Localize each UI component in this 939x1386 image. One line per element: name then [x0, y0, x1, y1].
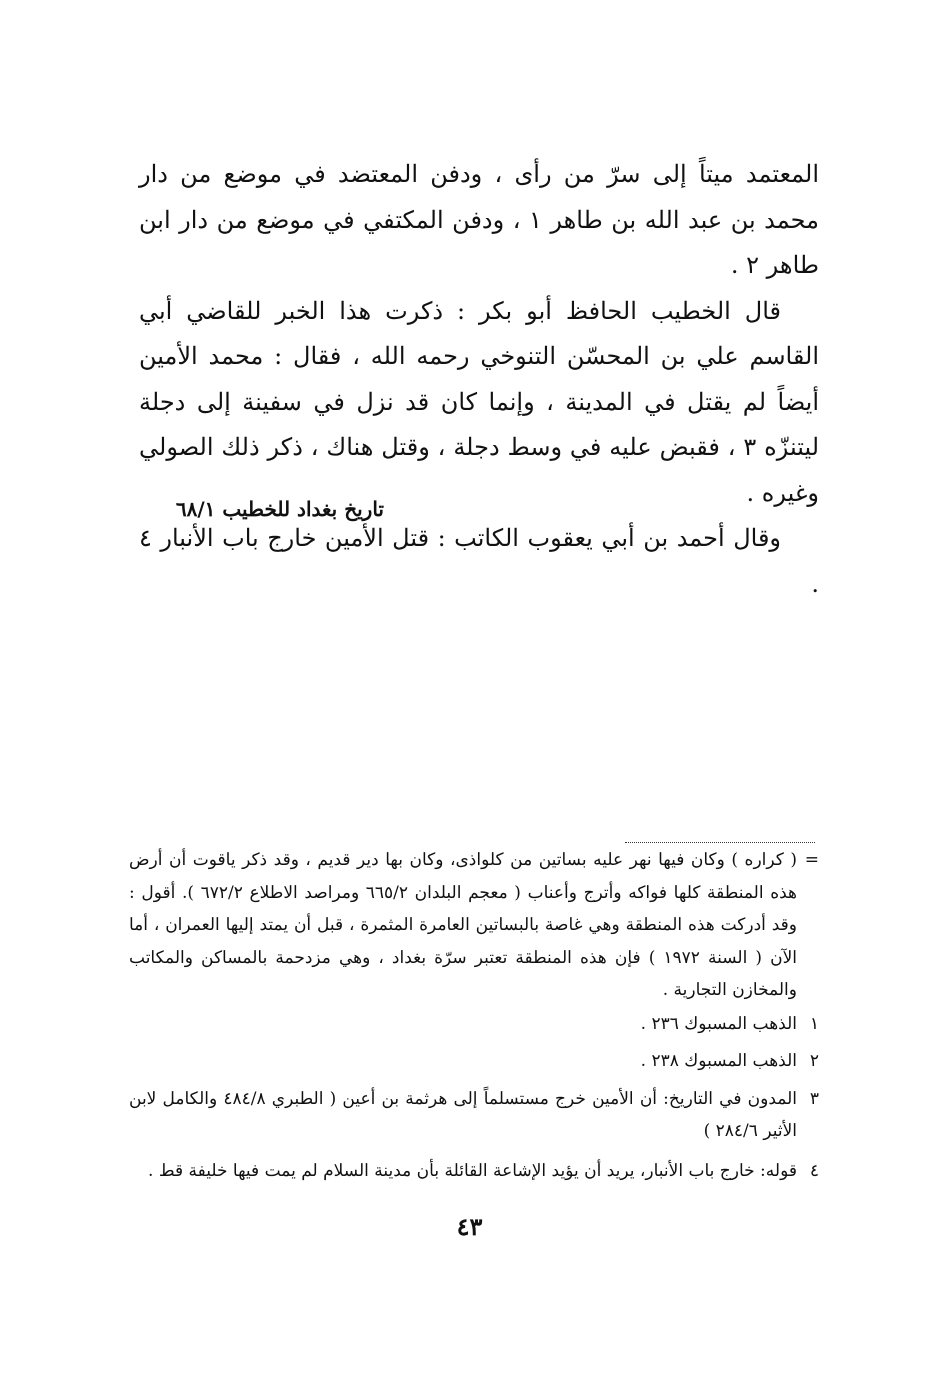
- footnote-1: [129, 1007, 819, 1041]
- footnotes: [129, 844, 819, 1187]
- footnote-divider: [625, 842, 815, 843]
- source-citation: تاريخ بغداد للخطيب ٦٨/١: [175, 497, 384, 521]
- footnote-number: ٤: [809, 1160, 819, 1181]
- footnote-continuation: [129, 844, 819, 1007]
- continuation-marker: =: [804, 850, 819, 870]
- paragraph-1: المعتمد ميتاً إلى سرّ من رأى ، ودفن المعتضد في موضع من دار محمد بن عبد الله بن طاهر ١ ، ودفن المكتفي في موضع من دار ابن طاهر ٢ .: [139, 160, 819, 279]
- footnote-3: [129, 1083, 819, 1147]
- footnote-number: ٣: [809, 1088, 819, 1109]
- footnote-2: [129, 1043, 819, 1079]
- footnote-4: [129, 1155, 819, 1187]
- footnote-text: المدون في التاريخ: أن الأمين خرج مستسلماً إلى هرثمة بن أعين ( الطبري ٤٨٤/٨ والكامل لابن الأثير ٢٨٤/٦ ): [129, 1088, 797, 1141]
- footnote-text: الذهب المسبوك ٢٣٦ .: [640, 1013, 797, 1034]
- page-number: ٤٣: [456, 1212, 483, 1241]
- footnote-number: ٢: [809, 1050, 819, 1071]
- footnote-text: قوله: خارج باب الأنبار، يريد أن يؤيد الإشاعة القائلة بأن مدينة السلام لم يمت فيها خليفة قط .: [148, 1160, 797, 1181]
- paragraph-3: وقال أحمد بن أبي يعقوب الكاتب : قتل الأمين خارج باب الأنبار ٤ .: [139, 524, 819, 598]
- main-text: [139, 152, 819, 607]
- footnote-continuation-text: ( كراره ) وكان فيها نهر عليه بساتين من كلواذى، وكان بها دير قديم ، وقد ذكر ياقوت أن أرض هذه المنطقة كلها فواكه وأترج وأعناب ( معجم البلدان ٦٦٥/٢ ومراصد الاطلاع ٦٧٢/٢ ). أقول : وقد أدركت هذه المنطقة وهي غاصة بالبساتين العامرة المثمرة ، قبل أن يمتد إليها العمران ، أما الآن ( السنة ١٩٧٢ ) فإن هذه المنطقة تعتبر سرّة بغداد ، وهي مزدحمة بالمساكن والمكاتب والمخازن التجارية .: [129, 850, 797, 1000]
- footnote-number: ١: [809, 1013, 819, 1034]
- paragraph-2: قال الخطيب الحافظ أبو بكر : ذكرت هذا الخبر للقاضي أبي القاسم علي بن المحسّن التنوخي رحمه الله ، فقال : محمد الأمين أيضاً لم يقتل في المدينة ، وإنما كان قد نزل في سفينة إلى دجلة ليتنزّه ٣ ، فقبض عليه في وسط دجلة ، وقتل هناك ، ذكر ذلك الصولي وغيره .: [139, 296, 819, 507]
- footnote-text: الذهب المسبوك ٢٣٨ .: [640, 1050, 797, 1071]
